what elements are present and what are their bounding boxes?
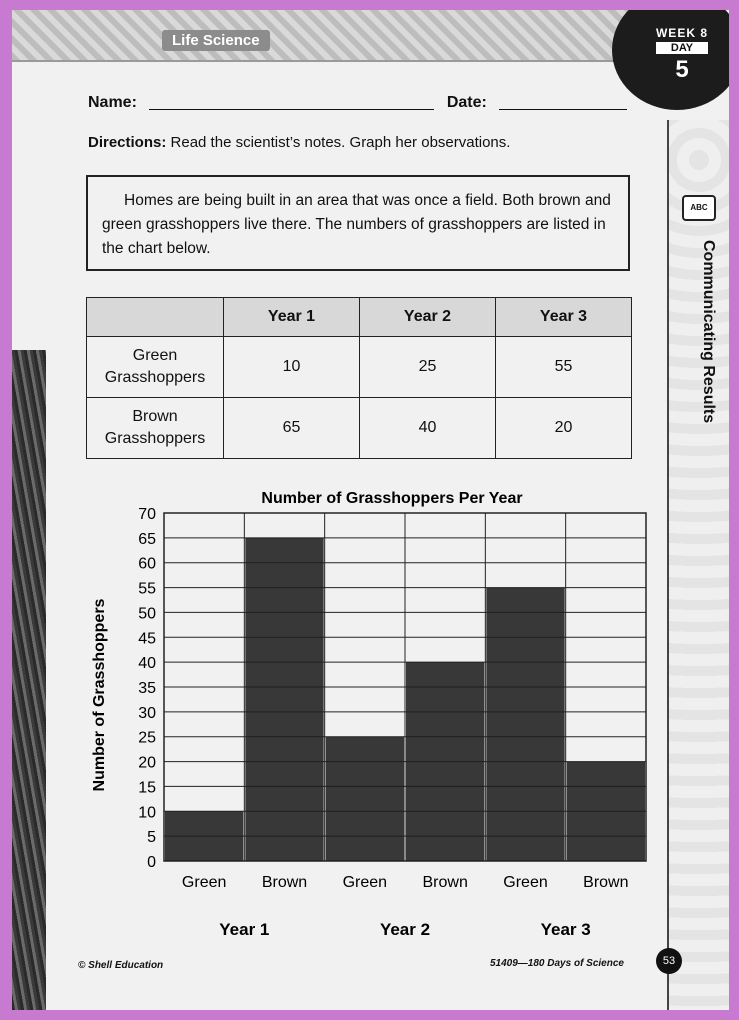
week-day-badge xyxy=(612,10,729,110)
bar-brown-2 xyxy=(406,662,484,861)
x-tick-label: Brown xyxy=(261,874,308,891)
notes-text: Homes are being built in an area that was once a field. Both brown and green grasshoppers live there. The numbers of grasshoppers are listed in the chart below. xyxy=(102,192,611,257)
directions-label: Directions: xyxy=(88,134,167,151)
row-label xyxy=(87,337,224,398)
y-axis-label: Number of Grasshoppers xyxy=(91,598,108,792)
x-tick-label: Green xyxy=(342,874,388,891)
table-header-cell xyxy=(87,298,224,337)
y-tick-label: 70 xyxy=(138,506,156,523)
table-cell: 20 xyxy=(496,398,632,459)
abc-speech-icon: ABC xyxy=(682,195,716,221)
bar-brown-1 xyxy=(245,538,323,861)
x-tick-label: Green xyxy=(503,874,548,891)
bar-green-1 xyxy=(165,811,243,861)
table-header-cell: Year 3 xyxy=(496,298,632,337)
scientist-notes-box xyxy=(86,175,630,271)
row-label-line: Grasshoppers xyxy=(104,430,206,447)
bar-brown-3 xyxy=(567,762,645,861)
directions-text: Read the scientist’s notes. Graph her observations. xyxy=(170,134,511,151)
section-label: Life Science xyxy=(162,30,270,51)
date-field[interactable] xyxy=(499,109,627,110)
header-banner xyxy=(12,10,652,62)
y-tick-label: 60 xyxy=(138,555,156,573)
y-tick-label: 25 xyxy=(138,729,156,747)
row-label-line: Green xyxy=(132,347,178,364)
y-tick-label: 20 xyxy=(138,754,156,772)
table-cell: 55 xyxy=(496,337,632,398)
date-label: Date: xyxy=(446,94,487,111)
y-tick-label: 65 xyxy=(138,530,156,548)
table-header-row xyxy=(87,298,632,337)
table-cell: 65 xyxy=(224,398,360,459)
y-tick-label: 50 xyxy=(138,605,156,623)
table-cell: 25 xyxy=(360,337,496,398)
name-date-row xyxy=(88,94,627,112)
sidebar-title: Communicating Results xyxy=(700,240,717,424)
footer-right: 51409—180 Days of Science xyxy=(490,958,624,969)
y-tick-label: 45 xyxy=(138,630,156,648)
table-cell: 40 xyxy=(360,398,496,459)
table-row xyxy=(87,398,632,459)
day-label: DAY xyxy=(656,42,708,54)
bar-green-2 xyxy=(326,737,404,861)
y-tick-label: 35 xyxy=(138,680,156,697)
x-tick-labels xyxy=(182,874,629,891)
table-row xyxy=(87,337,632,398)
row-label xyxy=(87,398,224,459)
y-tick-label: 10 xyxy=(138,804,156,822)
directions xyxy=(88,134,510,151)
row-label-line: Grasshoppers xyxy=(104,369,206,386)
x-tick-label: Brown xyxy=(583,874,629,891)
day-number: 5 xyxy=(675,56,689,83)
footer-left: © Shell Education xyxy=(78,960,164,971)
grasshopper-data-table xyxy=(86,297,632,459)
grasshopper-bar-chart xyxy=(72,485,662,965)
table-header-cell: Year 2 xyxy=(360,298,496,337)
y-tick-label: 40 xyxy=(138,655,156,673)
y-tick-label: 15 xyxy=(138,779,156,797)
y-tick-labels xyxy=(138,506,156,871)
sidebar-strip xyxy=(667,120,729,1010)
row-label-line: Brown xyxy=(132,408,178,425)
worksheet-page xyxy=(12,10,729,1010)
page-number: 53 xyxy=(656,948,682,974)
name-label: Name: xyxy=(88,94,137,111)
torn-edge-decoration xyxy=(12,350,46,1010)
name-field[interactable] xyxy=(149,109,434,110)
y-tick-label: 55 xyxy=(138,580,156,598)
year-group-label: Year 3 xyxy=(540,920,591,939)
bar-green-3 xyxy=(486,588,564,861)
y-tick-label: 5 xyxy=(147,829,156,847)
table-header-cell: Year 1 xyxy=(224,298,360,337)
table-cell: 10 xyxy=(224,337,360,398)
x-tick-label: Brown xyxy=(422,874,468,891)
y-tick-label: 0 xyxy=(147,854,156,871)
week-label: WEEK 8 xyxy=(655,26,708,40)
chart-title: Number of Grasshoppers Per Year xyxy=(261,490,523,507)
x-tick-label: Green xyxy=(181,874,227,891)
year-group-label: Year 1 xyxy=(219,920,270,939)
year-group-labels xyxy=(219,920,590,939)
y-tick-label: 30 xyxy=(138,704,156,722)
year-group-label: Year 2 xyxy=(379,920,431,939)
